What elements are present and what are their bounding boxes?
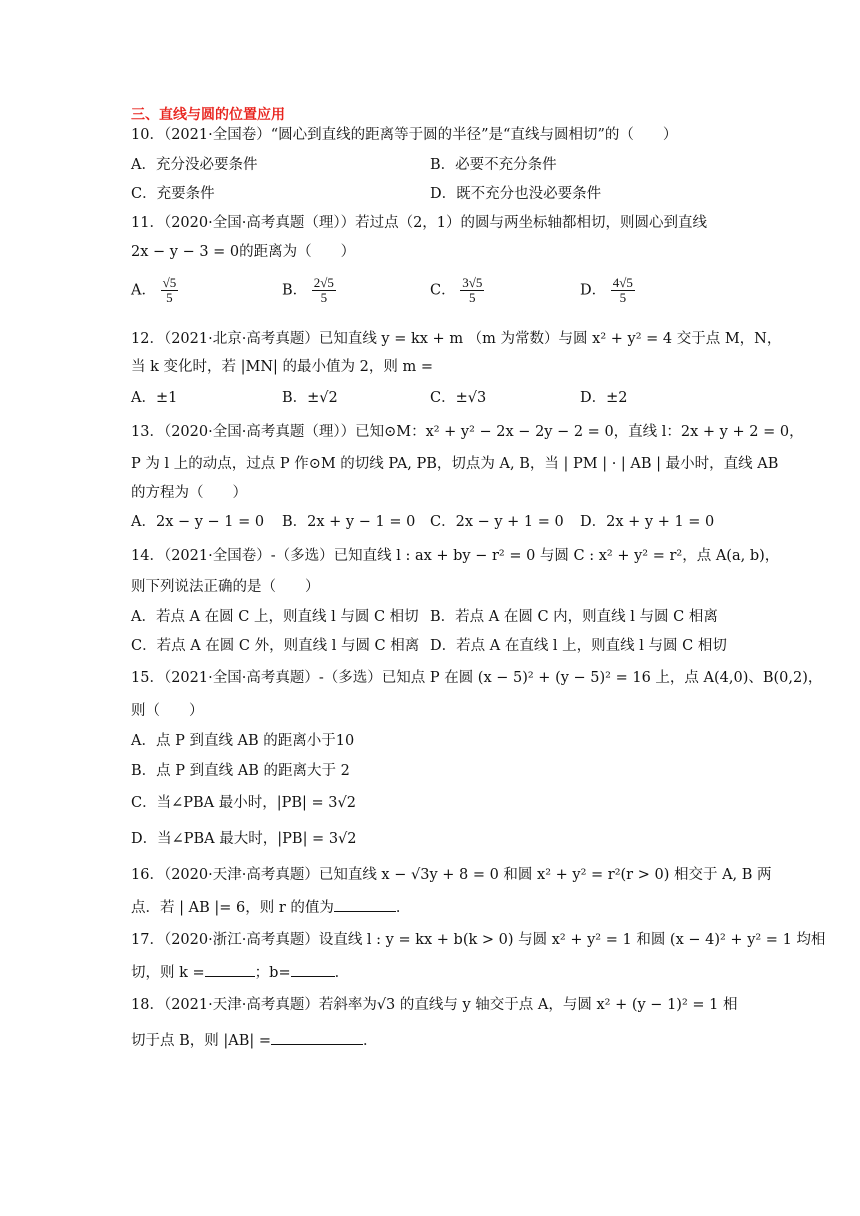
q11-option-a-label: A． xyxy=(131,282,156,299)
q11-option-c xyxy=(430,276,484,305)
q17-stem-text-k: 切，则 k = xyxy=(131,965,205,981)
q11-option-d xyxy=(580,276,635,305)
question-13-stem-line1: 13．（2020·全国·高考真题（理））已知⊙M：x² + y² − 2x − 2y − 2 = 0，直线 l：2x + y + 2 = 0， xyxy=(131,424,804,440)
q11-option-b xyxy=(282,276,336,305)
denominator: 5 xyxy=(320,290,328,305)
numerator: √5 xyxy=(162,275,177,290)
q11-option-a xyxy=(131,276,178,305)
q12-option-d: D．±2 xyxy=(580,390,628,406)
q11-option-a-fraction xyxy=(161,276,179,305)
q13-option-b: B．2x + y − 1 = 0 xyxy=(282,514,416,530)
question-16-stem-line2 xyxy=(131,897,410,917)
q16-answer-blank[interactable] xyxy=(334,897,396,912)
q10-option-a: A．充分没必要条件 xyxy=(131,157,258,173)
q14-option-d: D．若点 A 在直线 l 上，则直线 l 与圆 C 相切 xyxy=(430,638,727,654)
q18-answer-blank[interactable] xyxy=(271,1030,363,1045)
q15-option-d: D．当∠PBA 最大时，|PB| = 3√2 xyxy=(131,831,357,847)
q12-option-b: B．±√2 xyxy=(282,390,338,406)
q15-option-b: B．点 P 到直线 AB 的距离大于 2 xyxy=(131,763,350,779)
q14-option-c: C．若点 A 在圆 C 外，则直线 l 与圆 C 相离 xyxy=(131,638,420,654)
q17-stem-text-b: ；b= xyxy=(254,965,291,981)
question-16-stem-line1: 16．（2020·天津·高考真题）已知直线 x − √3y + 8 = 0 和圆 x² + y² = r²(r > 0) 相交于 A, B 两 xyxy=(131,867,772,883)
question-14-stem-line2: 则下列说法正确的是（ ） xyxy=(131,579,320,595)
question-18-stem-line2 xyxy=(131,1030,378,1050)
q10-option-b: B．必要不充分条件 xyxy=(430,157,557,173)
question-15-stem-line2: 则（ ） xyxy=(131,703,204,719)
q12-option-a: A．±1 xyxy=(131,390,178,406)
question-18-stem-line1: 18．（2021·天津·高考真题）若斜率为√3 的直线与 y 轴交于点 A，与圆 x² + (y − 1)² = 1 相 xyxy=(131,997,738,1013)
denominator: 5 xyxy=(166,290,173,305)
question-13-stem-line3: 的方程为（ ） xyxy=(131,485,247,501)
question-17-stem-line2 xyxy=(131,962,349,982)
denominator: 5 xyxy=(619,290,627,305)
numerator: 2√5 xyxy=(313,275,334,290)
q17-stem-end: ． xyxy=(334,965,350,981)
q14-option-b: B．若点 A 在圆 C 内，则直线 l 与圆 C 相离 xyxy=(430,609,718,625)
denominator: 5 xyxy=(469,290,476,305)
question-12-stem-line1: 12．（2021·北京·高考真题）已知直线 y = kx + m （m 为常数）与圆 x² + y² = 4 交于点 M，N， xyxy=(131,331,782,347)
q15-option-a: A．点 P 到直线 AB 的距离小于10 xyxy=(131,733,355,749)
question-14-stem-line1: 14．（2021·全国卷）-（多选）已知直线 l : ax + by − r² = 0 与圆 C : x² + y² = r²，点 A(a, b)， xyxy=(131,548,780,564)
question-11-stem-line1: 11．（2020·全国·高考真题（理））若过点（2，1）的圆与两坐标轴都相切，则圆心到直线 xyxy=(131,215,708,231)
q13-option-d: D．2x + y + 1 = 0 xyxy=(580,514,715,530)
q10-option-d: D．既不充分也没必要条件 xyxy=(430,186,602,202)
question-12-stem-line2: 当 k 变化时，若 |MN| 的最小值为 2，则 m = xyxy=(131,359,433,375)
q16-stem-text: 点．若 | AB |= 6，则 r 的值为 xyxy=(131,900,334,916)
numerator: 3√5 xyxy=(462,275,483,290)
question-13-stem-line2: P 为 l 上的动点，过点 P 作⊙M 的切线 PA, PB，切点为 A, B，当 | PM | · | AB | 最小时，直线 AB xyxy=(131,456,779,472)
q12-option-c: C．±√3 xyxy=(430,390,487,406)
q10-option-c: C．充要条件 xyxy=(131,186,215,202)
question-15-stem-line1: 15．（2021·全国·高考真题）-（多选）已知点 P 在圆 (x − 5)² + (y − 5)² = 16 上，点 A(4,0)、B(0,2)， xyxy=(131,670,823,686)
numerator: 4√5 xyxy=(612,275,633,290)
q17-k-answer-blank[interactable] xyxy=(205,962,255,977)
q18-stem-end: ． xyxy=(363,1033,378,1049)
q11-option-d-fraction xyxy=(611,276,635,305)
q11-option-c-fraction xyxy=(460,276,484,305)
q11-option-b-label: B． xyxy=(282,282,308,299)
q17-b-answer-blank[interactable] xyxy=(291,962,335,977)
q11-option-b-fraction xyxy=(312,276,336,305)
q16-stem-end: ． xyxy=(395,900,411,916)
q15-option-c: C．当∠PBA 最小时，|PB| = 3√2 xyxy=(131,795,356,811)
q13-option-a: A．2x − y − 1 = 0 xyxy=(131,514,265,530)
section-title: 三、直线与圆的位置应用 xyxy=(131,107,285,123)
q11-option-c-label: C． xyxy=(430,282,456,299)
question-11-stem-line2: 2x − y − 3 = 0的距离为（ ） xyxy=(131,244,356,260)
q11-option-d-label: D． xyxy=(580,282,607,299)
q18-stem-text: 切于点 B，则 |AB| = xyxy=(131,1033,272,1049)
q13-option-c: C．2x − y + 1 = 0 xyxy=(430,514,564,530)
q14-option-a: A．若点 A 在圆 C 上，则直线 l 与圆 C 相切 xyxy=(131,609,419,625)
question-10-stem: 10．（2021·全国卷）“圆心到直线的距离等于圆的半径”是“直线与圆相切”的（ ） xyxy=(131,127,678,143)
question-17-stem-line1: 17．（2020·浙江·高考真题）设直线 l : y = kx + b(k > 0) 与圆 x² + y² = 1 和圆 (x − 4)² + y² = 1 均相 xyxy=(131,932,826,948)
